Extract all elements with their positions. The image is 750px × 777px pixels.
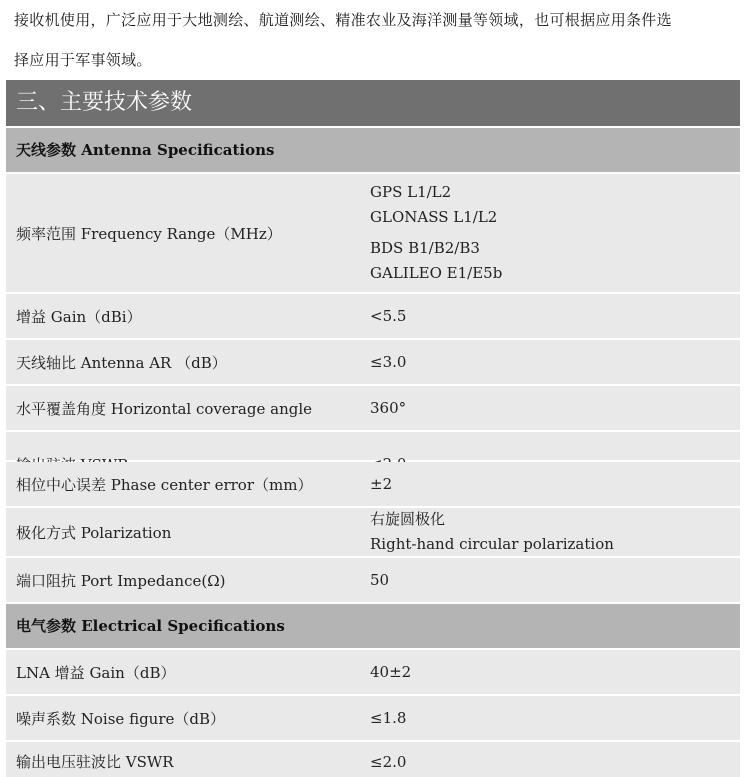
spec-value: 40±2: [370, 663, 412, 681]
spec-row-lna-gain: [6, 650, 740, 694]
spec-row-noise-figure: [6, 696, 740, 740]
spec-value: ≤3.0: [370, 353, 407, 371]
spec-row-frequency-range: [6, 174, 740, 292]
spec-value-line: Right-hand circular polarization: [370, 535, 614, 553]
spec-label: 噪声系数 Noise figure（dB）: [16, 709, 226, 728]
spec-value: [370, 174, 502, 292]
spec-value-line: 右旋圆极化: [370, 510, 446, 528]
intro-paragraph: [14, 0, 738, 80]
spec-row-port-impedance: [6, 558, 740, 602]
spec-value-line: GPS L1/L2: [370, 183, 452, 201]
spec-label: 相位中心误差 Phase center error（mm）: [16, 475, 313, 494]
spec-value: ≤1.8: [370, 709, 407, 727]
spec-row-axial-ratio: [6, 340, 740, 384]
section-title: 三、主要技术参数: [6, 80, 740, 126]
spec-label: 频率范围 Frequency Range（MHz）: [16, 224, 282, 243]
spec-value-line: BDS B1/B2/B3: [370, 239, 480, 257]
spec-value: 50: [370, 571, 390, 589]
spec-value: [370, 508, 614, 556]
spec-label: 端口阻抗 Port Impedance(Ω): [16, 571, 226, 590]
spec-value: 360°: [370, 399, 407, 417]
spec-row-phase-center: [6, 462, 740, 506]
spec-row-polarization: [6, 508, 740, 556]
spec-row-coverage-angle: [6, 386, 740, 430]
spec-label: 极化方式 Polarization: [16, 523, 172, 542]
spec-row-output-vswr: [6, 742, 740, 777]
spec-value: <5.5: [370, 307, 407, 325]
spec-label: 天线轴比 Antenna AR （dB）: [16, 353, 227, 372]
spec-row-gain: [6, 294, 740, 338]
spec-label: 输出电压驻波比 VSWR: [16, 753, 174, 771]
antenna-specs-header: 天线参数 Antenna Specifications: [6, 128, 740, 172]
spec-value-line: GALILEO E1/E5b: [370, 264, 503, 282]
intro-line-2: 择应用于军事领域。: [14, 51, 152, 69]
electrical-specs-header: 电气参数 Electrical Specifications: [6, 604, 740, 648]
intro-line-1: 接收机使用，广泛应用于大地测绘、航道测绘、精准农业及海洋测量等领域，也可根据应用条件选: [14, 11, 672, 29]
spec-value-line: GLONASS L1/L2: [370, 208, 498, 226]
spec-value: ≤2.0: [370, 752, 407, 771]
spec-label: 水平覆盖角度 Horizontal coverage angle: [16, 399, 313, 418]
spec-row-vswr: [6, 432, 740, 460]
spec-label: LNA 增益 Gain（dB）: [16, 663, 176, 682]
spec-value: ±2: [370, 475, 393, 493]
spec-label: 增益 Gain（dBi）: [16, 307, 142, 326]
